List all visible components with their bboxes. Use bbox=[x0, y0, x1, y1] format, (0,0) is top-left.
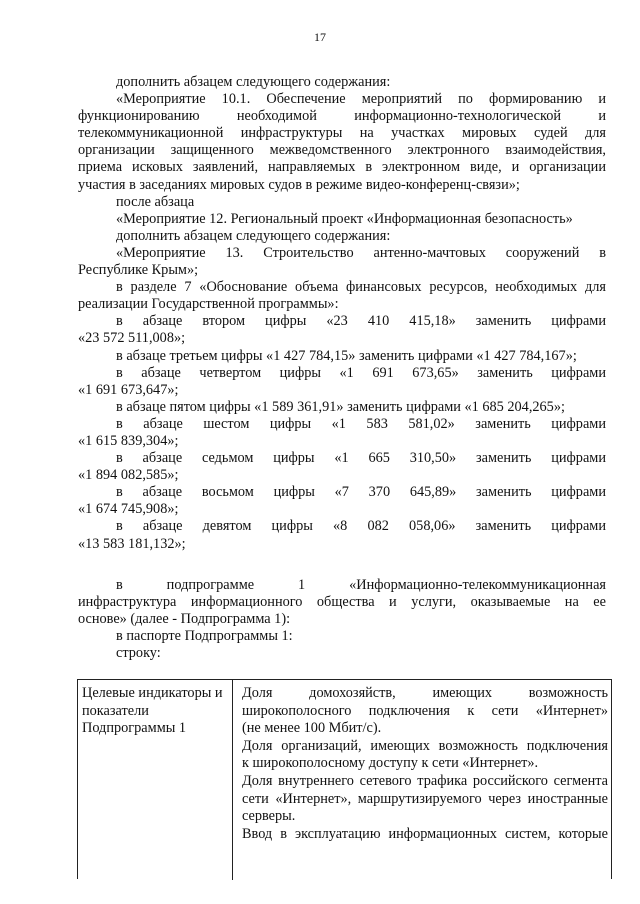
text-line: «1 615 839,304»; bbox=[78, 432, 179, 449]
text-line: «23 572 511,008»; bbox=[78, 330, 186, 347]
table-label-line: Подпрограммы 1 bbox=[82, 720, 187, 737]
text-line: функционированию необходимой информационно-технологической и bbox=[78, 108, 606, 125]
table-value-line: (не менее 100 Мбит/с). bbox=[242, 720, 382, 737]
text-line: в абзаце седьмом цифры «1 665 310,50» заменить цифрами bbox=[116, 450, 606, 467]
text-line: реализации Государственной программы»: bbox=[78, 296, 339, 313]
table-value-line: Доля домохозяйств, имеющих возможность bbox=[242, 685, 608, 701]
text-line: инфраструктура информационного общества и услуги, оказываемые на ее bbox=[78, 593, 606, 610]
paragraph bbox=[78, 365, 606, 399]
table-value-line: сети «Интернет», маршрутизируемого через иностранные bbox=[242, 790, 608, 807]
text-line: в паспорте Подпрограммы 1: bbox=[116, 627, 293, 644]
text-line: в абзаце шестом цифры «1 583 581,02» заменить цифрами bbox=[116, 415, 606, 432]
table-value-cell bbox=[234, 680, 612, 880]
text-line: «1 691 673,647»; bbox=[78, 381, 179, 398]
text-line: в абзаце девятом цифры «8 082 058,06» заменить цифрами bbox=[116, 518, 606, 535]
text-line: в разделе 7 «Обоснование объема финансовых ресурсов, необходимых для bbox=[116, 279, 606, 296]
table-value-line: широкополосного подключения к сети «Интернет» bbox=[242, 702, 608, 719]
indicators-table bbox=[77, 679, 612, 879]
table-label-cell bbox=[78, 680, 233, 880]
text-line: «Мероприятие 13. Строительство антенно-мачтовых сооружений в bbox=[116, 244, 606, 261]
paragraph bbox=[78, 211, 606, 228]
paragraph bbox=[78, 416, 606, 450]
document-body bbox=[78, 74, 606, 662]
paragraph bbox=[78, 399, 606, 416]
page-number: 17 bbox=[314, 30, 326, 44]
paragraph bbox=[78, 313, 606, 347]
paragraph bbox=[78, 194, 606, 211]
paragraph bbox=[78, 484, 606, 518]
text-line: дополнить абзацем следующего содержания: bbox=[116, 227, 391, 244]
text-line: «1 894 082,585»; bbox=[78, 467, 179, 484]
text-line: строку: bbox=[116, 645, 161, 661]
text-line: в абзаце четвертом цифры «1 691 673,65» заменить цифрами bbox=[116, 364, 606, 381]
table-label-line: Целевые индикаторы и bbox=[82, 685, 223, 701]
table-value-line: к широкополосному доступу к сети «Интернет». bbox=[242, 755, 539, 772]
text-line: «1 674 745,908»; bbox=[78, 501, 179, 518]
paragraph bbox=[78, 645, 606, 662]
text-line: организации защищенного межведомственного электронного взаимодействия, bbox=[78, 142, 606, 159]
text-line: телекоммуникационной инфраструктуры на участках мировых судей для bbox=[78, 125, 606, 142]
paragraph bbox=[78, 74, 606, 91]
text-line: «13 583 181,132»; bbox=[78, 535, 186, 552]
paragraph-gap bbox=[78, 553, 606, 577]
paragraph bbox=[78, 628, 606, 645]
table-label-line: показатели bbox=[82, 702, 149, 719]
paragraph bbox=[78, 518, 606, 552]
text-line: в абзаце втором цифры «23 410 415,18» заменить цифрами bbox=[116, 313, 606, 330]
text-line: в абзаце пятом цифры «1 589 361,91» заменить цифрами «1 685 204,265»; bbox=[116, 398, 565, 415]
table-value-line: Доля внутреннего сетевого трафика российского сегмента bbox=[242, 772, 608, 789]
paragraph bbox=[78, 279, 606, 313]
paragraph bbox=[78, 577, 606, 628]
text-line: «Мероприятие 10.1. Обеспечение мероприятий по формированию и bbox=[116, 91, 606, 108]
paragraph bbox=[78, 450, 606, 484]
table-value-line: Ввод в эксплуатацию информационных систем, которые bbox=[242, 825, 608, 842]
text-line: приема исковых заявлений, направляемых в электронном виде, и организации bbox=[78, 159, 606, 176]
paragraph bbox=[78, 245, 606, 279]
paragraph bbox=[78, 91, 606, 194]
paragraph bbox=[78, 228, 606, 245]
text-line: участия в заседаниях мировых судов в режиме видео-конференц-связи»; bbox=[78, 176, 520, 193]
text-line: дополнить абзацем следующего содержания: bbox=[116, 74, 391, 90]
text-line: Республике Крым»; bbox=[78, 262, 199, 279]
text-line: основе» (далее - Подпрограмма 1): bbox=[78, 610, 291, 627]
text-line: в абзаце восьмом цифры «7 370 645,89» заменить цифрами bbox=[116, 484, 606, 501]
text-line: «Мероприятие 12. Региональный проект «Информационная безопасность» bbox=[116, 210, 573, 227]
table-value-line: Доля организаций, имеющих возможность подключения bbox=[242, 737, 608, 754]
text-line: в подпрограмме 1 «Информационно-телекоммуникационная bbox=[116, 576, 606, 593]
text-line: в абзаце третьем цифры «1 427 784,15» заменить цифрами «1 427 784,167»; bbox=[116, 347, 577, 364]
text-line: после абзаца bbox=[116, 193, 195, 210]
table-value-line: серверы. bbox=[242, 808, 296, 825]
paragraph bbox=[78, 348, 606, 365]
